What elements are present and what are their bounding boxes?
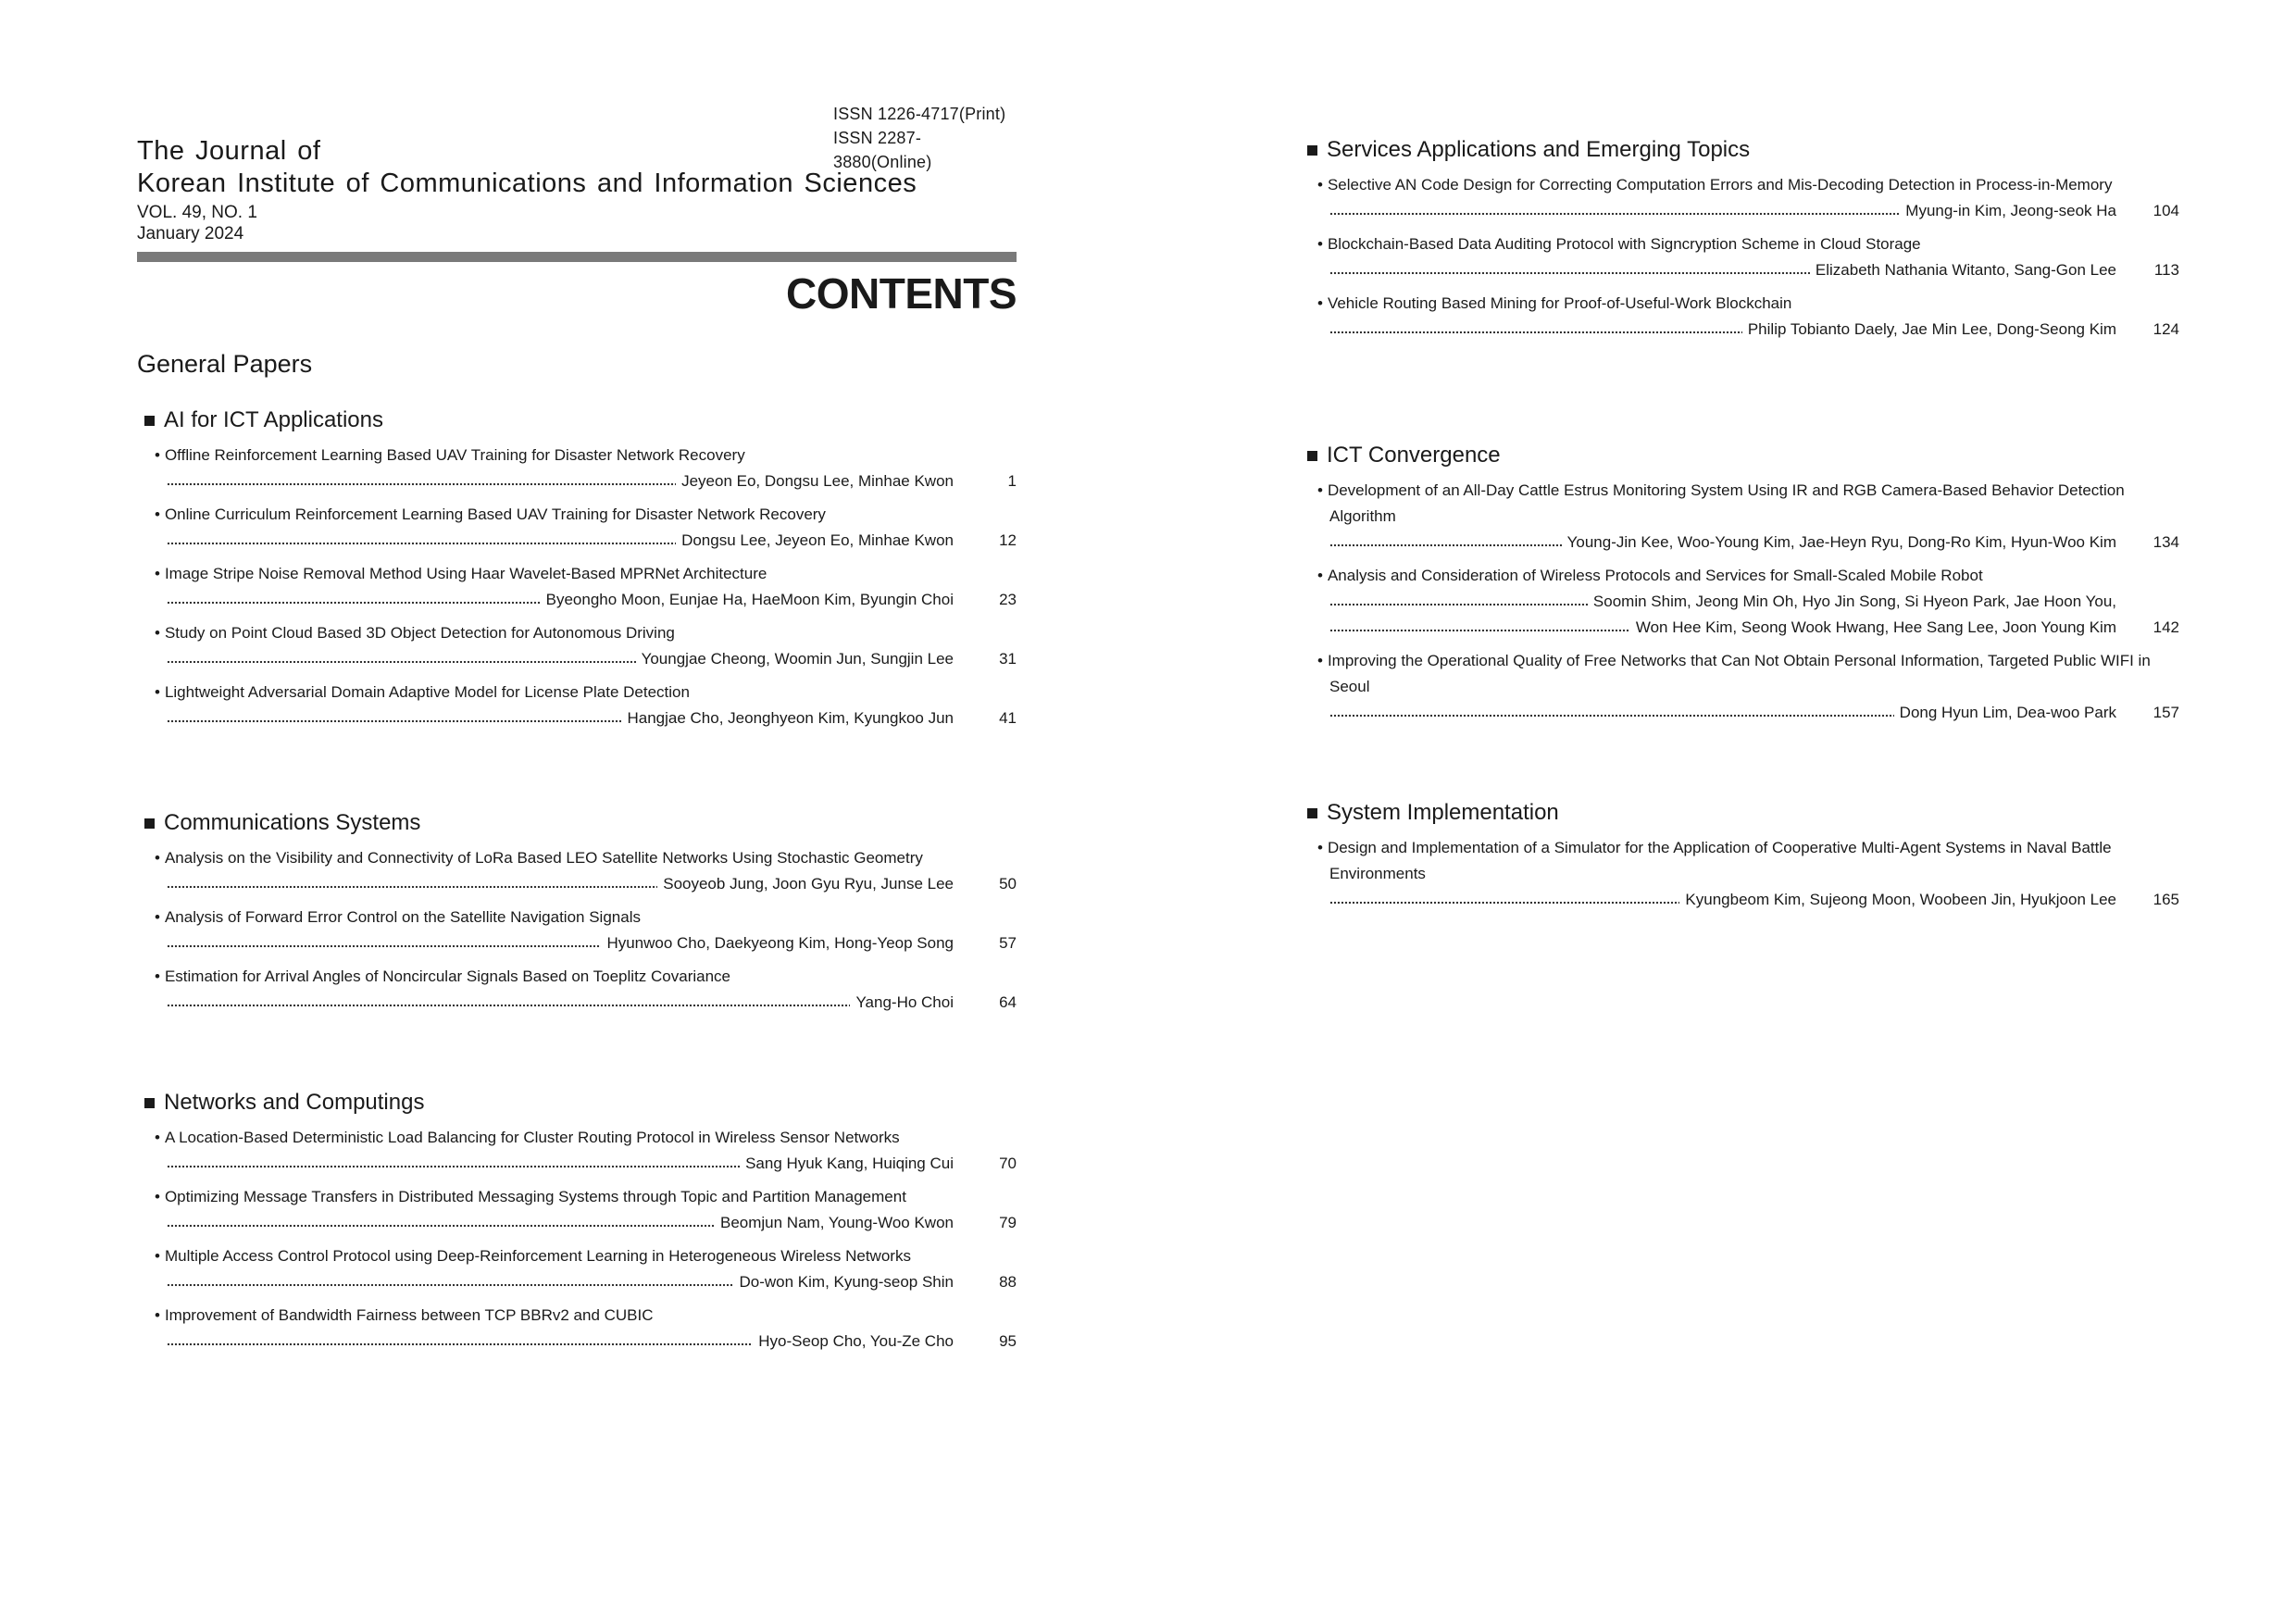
section-services-applications bbox=[1300, 135, 2179, 343]
dot-leader bbox=[167, 659, 636, 665]
square-bullet-icon bbox=[1307, 145, 1317, 156]
section-header bbox=[1307, 135, 2179, 165]
entry-title-block bbox=[137, 561, 1004, 587]
toc-entry[interactable] bbox=[1300, 231, 2179, 283]
entry-author-line bbox=[137, 705, 1017, 731]
dot-leader bbox=[167, 1003, 850, 1008]
entry-title-block bbox=[1300, 563, 2167, 589]
entry-page-number: 157 bbox=[2152, 704, 2179, 721]
square-bullet-icon bbox=[144, 1098, 155, 1108]
entry-page-number: 50 bbox=[999, 875, 1017, 893]
entry-title: Analysis and Consideration of Wireless Protocols and Services for Small-Scaled Mobile Robot bbox=[1327, 567, 1983, 584]
entry-page-number: 23 bbox=[999, 591, 1017, 608]
toc-entry[interactable] bbox=[137, 964, 1017, 1016]
entry-author-line bbox=[1300, 317, 2179, 343]
bullet-icon: • bbox=[155, 1129, 160, 1146]
bullet-icon: • bbox=[1317, 176, 1323, 194]
dot-leader bbox=[167, 1282, 733, 1288]
entry-title: Lightweight Adversarial Domain Adaptive Model for License Plate Detection bbox=[164, 683, 690, 701]
entry-authors: Dongsu Lee, Jeyeon Eo, Minhae Kwon bbox=[681, 531, 954, 549]
entry-page-number: 70 bbox=[999, 1155, 1017, 1172]
entry-page-number: 95 bbox=[999, 1332, 1017, 1350]
entry-title-block bbox=[1300, 835, 2167, 887]
entry-title: Design and Implementation of a Simulator for the Application of Cooperative Multi-Agent Systems in Naval Battle Environments bbox=[1327, 839, 2112, 882]
entry-authors: Dong Hyun Lim, Dea-woo Park bbox=[1899, 704, 2116, 721]
entry-title-block bbox=[137, 905, 1004, 930]
entry-author-line bbox=[1300, 700, 2179, 726]
bullet-icon: • bbox=[1317, 652, 1323, 669]
bullet-icon: • bbox=[155, 624, 160, 642]
entry-author-line bbox=[137, 587, 1017, 613]
entry-page-number: 113 bbox=[2153, 261, 2179, 279]
toc-entry[interactable] bbox=[137, 905, 1017, 956]
journal-title-line1: The Journal of bbox=[137, 136, 321, 166]
toc-entry[interactable] bbox=[137, 1184, 1017, 1236]
toc-entry[interactable] bbox=[137, 1125, 1017, 1177]
entry-author-line bbox=[137, 468, 1017, 494]
dot-leader bbox=[1329, 900, 1679, 905]
entry-authors: Youngjae Cheong, Woomin Jun, Sungjin Lee bbox=[641, 650, 954, 668]
section-ai-for-ict bbox=[137, 406, 1017, 731]
entry-title-block bbox=[137, 1243, 1004, 1269]
bullet-icon: • bbox=[1317, 481, 1323, 499]
entry-page-number: 124 bbox=[2152, 320, 2179, 338]
section-header bbox=[144, 808, 1017, 838]
section-title: Networks and Computings bbox=[164, 1090, 425, 1115]
bullet-icon: • bbox=[155, 1306, 160, 1324]
section-header bbox=[1307, 441, 2179, 470]
entry-title: Offline Reinforcement Learning Based UAV Training for Disaster Network Recovery bbox=[164, 446, 745, 464]
entry-page-number: 165 bbox=[2152, 891, 2179, 908]
section-networks-and-computings bbox=[137, 1088, 1017, 1355]
dot-leader bbox=[167, 1223, 715, 1229]
entry-authors: Beomjun Nam, Young-Woo Kwon bbox=[719, 1214, 954, 1231]
entry-author-line bbox=[137, 646, 1017, 672]
entry-author-line bbox=[137, 528, 1017, 554]
section-title: AI for ICT Applications bbox=[164, 407, 383, 432]
entry-title: Improving the Operational Quality of Free Networks that Can Not Obtain Personal Information, Targeted Public WIFI in Seoul bbox=[1327, 652, 2151, 695]
entry-title-block bbox=[1300, 648, 2167, 700]
entry-title-block bbox=[137, 502, 1004, 528]
bullet-icon: • bbox=[155, 565, 160, 582]
square-bullet-icon bbox=[144, 416, 155, 426]
bullet-icon: • bbox=[155, 1247, 160, 1265]
entry-page-number: 57 bbox=[999, 934, 1017, 952]
entry-author-line bbox=[137, 1329, 1017, 1355]
toc-entry[interactable] bbox=[1300, 291, 2179, 343]
entry-page-number: 1 bbox=[1007, 472, 1017, 490]
dot-leader bbox=[167, 600, 541, 606]
journal-title bbox=[137, 135, 917, 200]
entry-author-line bbox=[137, 930, 1017, 956]
bullet-icon: • bbox=[1317, 839, 1323, 856]
entry-title: Estimation for Arrival Angles of Noncircular Signals Based on Toeplitz Covariance bbox=[164, 968, 730, 985]
entry-title: Blockchain-Based Data Auditing Protocol with Signcryption Scheme in Cloud Storage bbox=[1327, 235, 1921, 253]
entry-author-line bbox=[1300, 887, 2179, 913]
entry-authors: Soomin Shim, Jeong Min Oh, Hyo Jin Song, Si Hyeon Park, Jae Hoon You, bbox=[1592, 593, 2116, 610]
section-header bbox=[144, 1088, 1017, 1117]
entry-page-number: 31 bbox=[999, 650, 1017, 668]
entry-page-number: 104 bbox=[2152, 202, 2179, 219]
volume-number: VOL. 49, NO. 1 bbox=[137, 203, 257, 222]
bullet-icon: • bbox=[155, 968, 160, 985]
entry-title-block bbox=[137, 1184, 1004, 1210]
bullet-icon: • bbox=[155, 908, 160, 926]
entry-authors: Byeongho Moon, Eunjae Ha, HaeMoon Kim, Byungin Choi bbox=[545, 591, 954, 608]
dot-leader bbox=[167, 1342, 753, 1347]
entry-title: Online Curriculum Reinforcement Learning Based UAV Training for Disaster Network Recovery bbox=[164, 506, 826, 523]
section-header bbox=[144, 406, 1017, 435]
entry-authors: Myung-in Kim, Jeong-seok Ha bbox=[1905, 202, 2116, 219]
issue-date: January 2024 bbox=[137, 224, 244, 243]
section-title: Communications Systems bbox=[164, 810, 421, 835]
entry-title-block bbox=[137, 1303, 1004, 1329]
entry-title: A Location-Based Deterministic Load Balancing for Cluster Routing Protocol in Wireless Sensor Networks bbox=[164, 1129, 900, 1146]
bullet-icon: • bbox=[1317, 294, 1323, 312]
dot-leader bbox=[167, 1164, 740, 1169]
entry-page-number: 12 bbox=[999, 531, 1017, 549]
dot-leader bbox=[167, 943, 601, 949]
bullet-icon: • bbox=[155, 446, 160, 464]
square-bullet-icon bbox=[144, 818, 155, 829]
entry-title: Multiple Access Control Protocol using Deep-Reinforcement Learning in Heterogeneous Wireless Networks bbox=[164, 1247, 911, 1265]
section-ict-convergence bbox=[1300, 441, 2179, 726]
general-papers-heading: General Papers bbox=[137, 350, 313, 378]
dot-leader bbox=[167, 884, 657, 890]
bullet-icon: • bbox=[155, 683, 160, 701]
entry-authors: Hyo-Seop Cho, You-Ze Cho bbox=[758, 1332, 954, 1350]
dot-leader bbox=[167, 541, 676, 546]
section-header bbox=[1307, 798, 2179, 828]
entry-title-block bbox=[137, 620, 1004, 646]
entry-authors: Won Hee Kim, Seong Wook Hwang, Hee Sang Lee, Joon Young Kim bbox=[1635, 618, 2116, 636]
header-rule bbox=[137, 252, 1017, 262]
entry-author-line bbox=[1300, 198, 2179, 224]
entry-title: Optimizing Message Transfers in Distributed Messaging Systems through Topic and Partition Management bbox=[164, 1188, 906, 1205]
entry-title: Analysis of Forward Error Control on the Satellite Navigation Signals bbox=[164, 908, 641, 926]
dot-leader bbox=[1329, 270, 1810, 276]
dot-leader bbox=[1329, 543, 1562, 548]
dot-leader bbox=[167, 718, 621, 724]
entry-page-number: 134 bbox=[2152, 533, 2179, 551]
toc-entry[interactable] bbox=[1300, 563, 2179, 641]
dot-leader bbox=[1329, 602, 1588, 607]
entry-authors: Young-Jin Kee, Woo-Young Kim, Jae-Heyn Ryu, Dong-Ro Kim, Hyun-Woo Kim bbox=[1566, 533, 2116, 551]
entry-authors: Yang-Ho Choi bbox=[855, 993, 954, 1011]
entry-authors: Hyunwoo Cho, Daekyeong Kim, Hong-Yeop Song bbox=[606, 934, 954, 952]
entry-authors: Hangjae Cho, Jeonghyeon Kim, Kyungkoo Jun bbox=[627, 709, 954, 727]
bullet-icon: • bbox=[155, 1188, 160, 1205]
entry-authors: Sang Hyuk Kang, Huiqing Cui bbox=[745, 1155, 954, 1172]
entry-author-line bbox=[137, 871, 1017, 897]
entry-authors: Jeyeon Eo, Dongsu Lee, Minhae Kwon bbox=[681, 472, 954, 490]
entry-title-block bbox=[1300, 231, 2167, 257]
entry-title-block bbox=[137, 964, 1004, 990]
toc-entry[interactable] bbox=[137, 502, 1017, 554]
toc-entry[interactable] bbox=[137, 1243, 1017, 1295]
toc-entry[interactable] bbox=[137, 845, 1017, 897]
section-title: Services Applications and Emerging Topics bbox=[1327, 137, 1751, 162]
entry-author-line bbox=[137, 990, 1017, 1016]
entry-page-number: 79 bbox=[999, 1214, 1017, 1231]
entry-author-line bbox=[137, 1151, 1017, 1177]
square-bullet-icon bbox=[1307, 451, 1317, 461]
toc-entry[interactable] bbox=[1300, 648, 2179, 726]
entry-page-number: 41 bbox=[999, 709, 1017, 727]
entry-author-line bbox=[137, 1210, 1017, 1236]
toc-entry[interactable] bbox=[137, 680, 1017, 731]
toc-entry[interactable] bbox=[1300, 835, 2179, 913]
bullet-icon: • bbox=[1317, 235, 1323, 253]
toc-entry[interactable] bbox=[137, 443, 1017, 494]
entry-author-line bbox=[1300, 257, 2179, 283]
entry-authors: Do-won Kim, Kyung-seop Shin bbox=[739, 1273, 954, 1291]
issn-online: ISSN 2287-3880(Online) bbox=[833, 129, 932, 171]
entry-authors: Kyungbeom Kim, Sujeong Moon, Woobeen Jin, Hyukjoon Lee bbox=[1685, 891, 2116, 908]
entry-author-line bbox=[1300, 589, 2179, 615]
entry-title: Selective AN Code Design for Correcting Computation Errors and Mis-Decoding Detection in Process-in-Memory bbox=[1327, 176, 2113, 194]
entry-page-number: 88 bbox=[999, 1273, 1017, 1291]
dot-leader bbox=[1329, 211, 1900, 217]
entry-page-number: 142 bbox=[2152, 618, 2179, 636]
issn-print: ISSN 1226-4717(Print) bbox=[833, 105, 1006, 123]
entry-title-block bbox=[1300, 172, 2167, 198]
entry-title: Development of an All-Day Cattle Estrus Monitoring System Using IR and RGB Camera-Based Behavior Detection Algorithm bbox=[1327, 481, 2125, 525]
dot-leader bbox=[1329, 713, 1894, 718]
square-bullet-icon bbox=[1307, 808, 1317, 818]
entry-title-block bbox=[1300, 291, 2167, 317]
section-system-implementation bbox=[1300, 798, 2179, 913]
entry-title: Analysis on the Visibility and Connectivity of LoRa Based LEO Satellite Networks Using Stochastic Geometry bbox=[164, 849, 923, 867]
toc-entry[interactable] bbox=[137, 1303, 1017, 1355]
entry-title: Study on Point Cloud Based 3D Object Detection for Autonomous Driving bbox=[164, 624, 675, 642]
entry-title-block bbox=[137, 845, 1004, 871]
entry-author-line bbox=[1300, 530, 2179, 556]
dot-leader bbox=[1329, 330, 1742, 335]
bullet-icon: • bbox=[1317, 567, 1323, 584]
entry-author-line bbox=[137, 1269, 1017, 1295]
entry-title-block bbox=[137, 1125, 1004, 1151]
contents-heading: CONTENTS bbox=[786, 269, 1017, 318]
entry-page-number: 64 bbox=[999, 993, 1017, 1011]
toc-entry[interactable] bbox=[137, 620, 1017, 672]
entry-title-block bbox=[137, 680, 1004, 705]
dot-leader bbox=[1329, 628, 1630, 633]
toc-entry[interactable] bbox=[1300, 172, 2179, 224]
entry-title: Image Stripe Noise Removal Method Using Haar Wavelet-Based MPRNet Architecture bbox=[164, 565, 767, 582]
toc-entry[interactable] bbox=[1300, 478, 2179, 556]
section-communications-systems bbox=[137, 808, 1017, 1016]
entry-title-block bbox=[1300, 478, 2167, 530]
section-title: ICT Convergence bbox=[1327, 443, 1501, 468]
bullet-icon: • bbox=[155, 506, 160, 523]
journal-title-line2: Korean Institute of Communications and Information Sciences bbox=[137, 169, 917, 198]
entry-authors: Philip Tobianto Daely, Jae Min Lee, Dong-Seong Kim bbox=[1747, 320, 2116, 338]
entry-author-line bbox=[1300, 615, 2179, 641]
entry-title: Vehicle Routing Based Mining for Proof-of-Useful-Work Blockchain bbox=[1327, 294, 1792, 312]
dot-leader bbox=[167, 481, 676, 487]
entry-authors: Sooyeob Jung, Joon Gyu Ryu, Junse Lee bbox=[663, 875, 954, 893]
entry-authors: Elizabeth Nathania Witanto, Sang-Gon Lee bbox=[1815, 261, 2116, 279]
bullet-icon: • bbox=[155, 849, 160, 867]
entry-title: Improvement of Bandwidth Fairness between TCP BBRv2 and CUBIC bbox=[164, 1306, 654, 1324]
volume-info bbox=[137, 202, 257, 244]
toc-entry[interactable] bbox=[137, 561, 1017, 613]
section-title: System Implementation bbox=[1327, 800, 1559, 825]
entry-title-block bbox=[137, 443, 1004, 468]
